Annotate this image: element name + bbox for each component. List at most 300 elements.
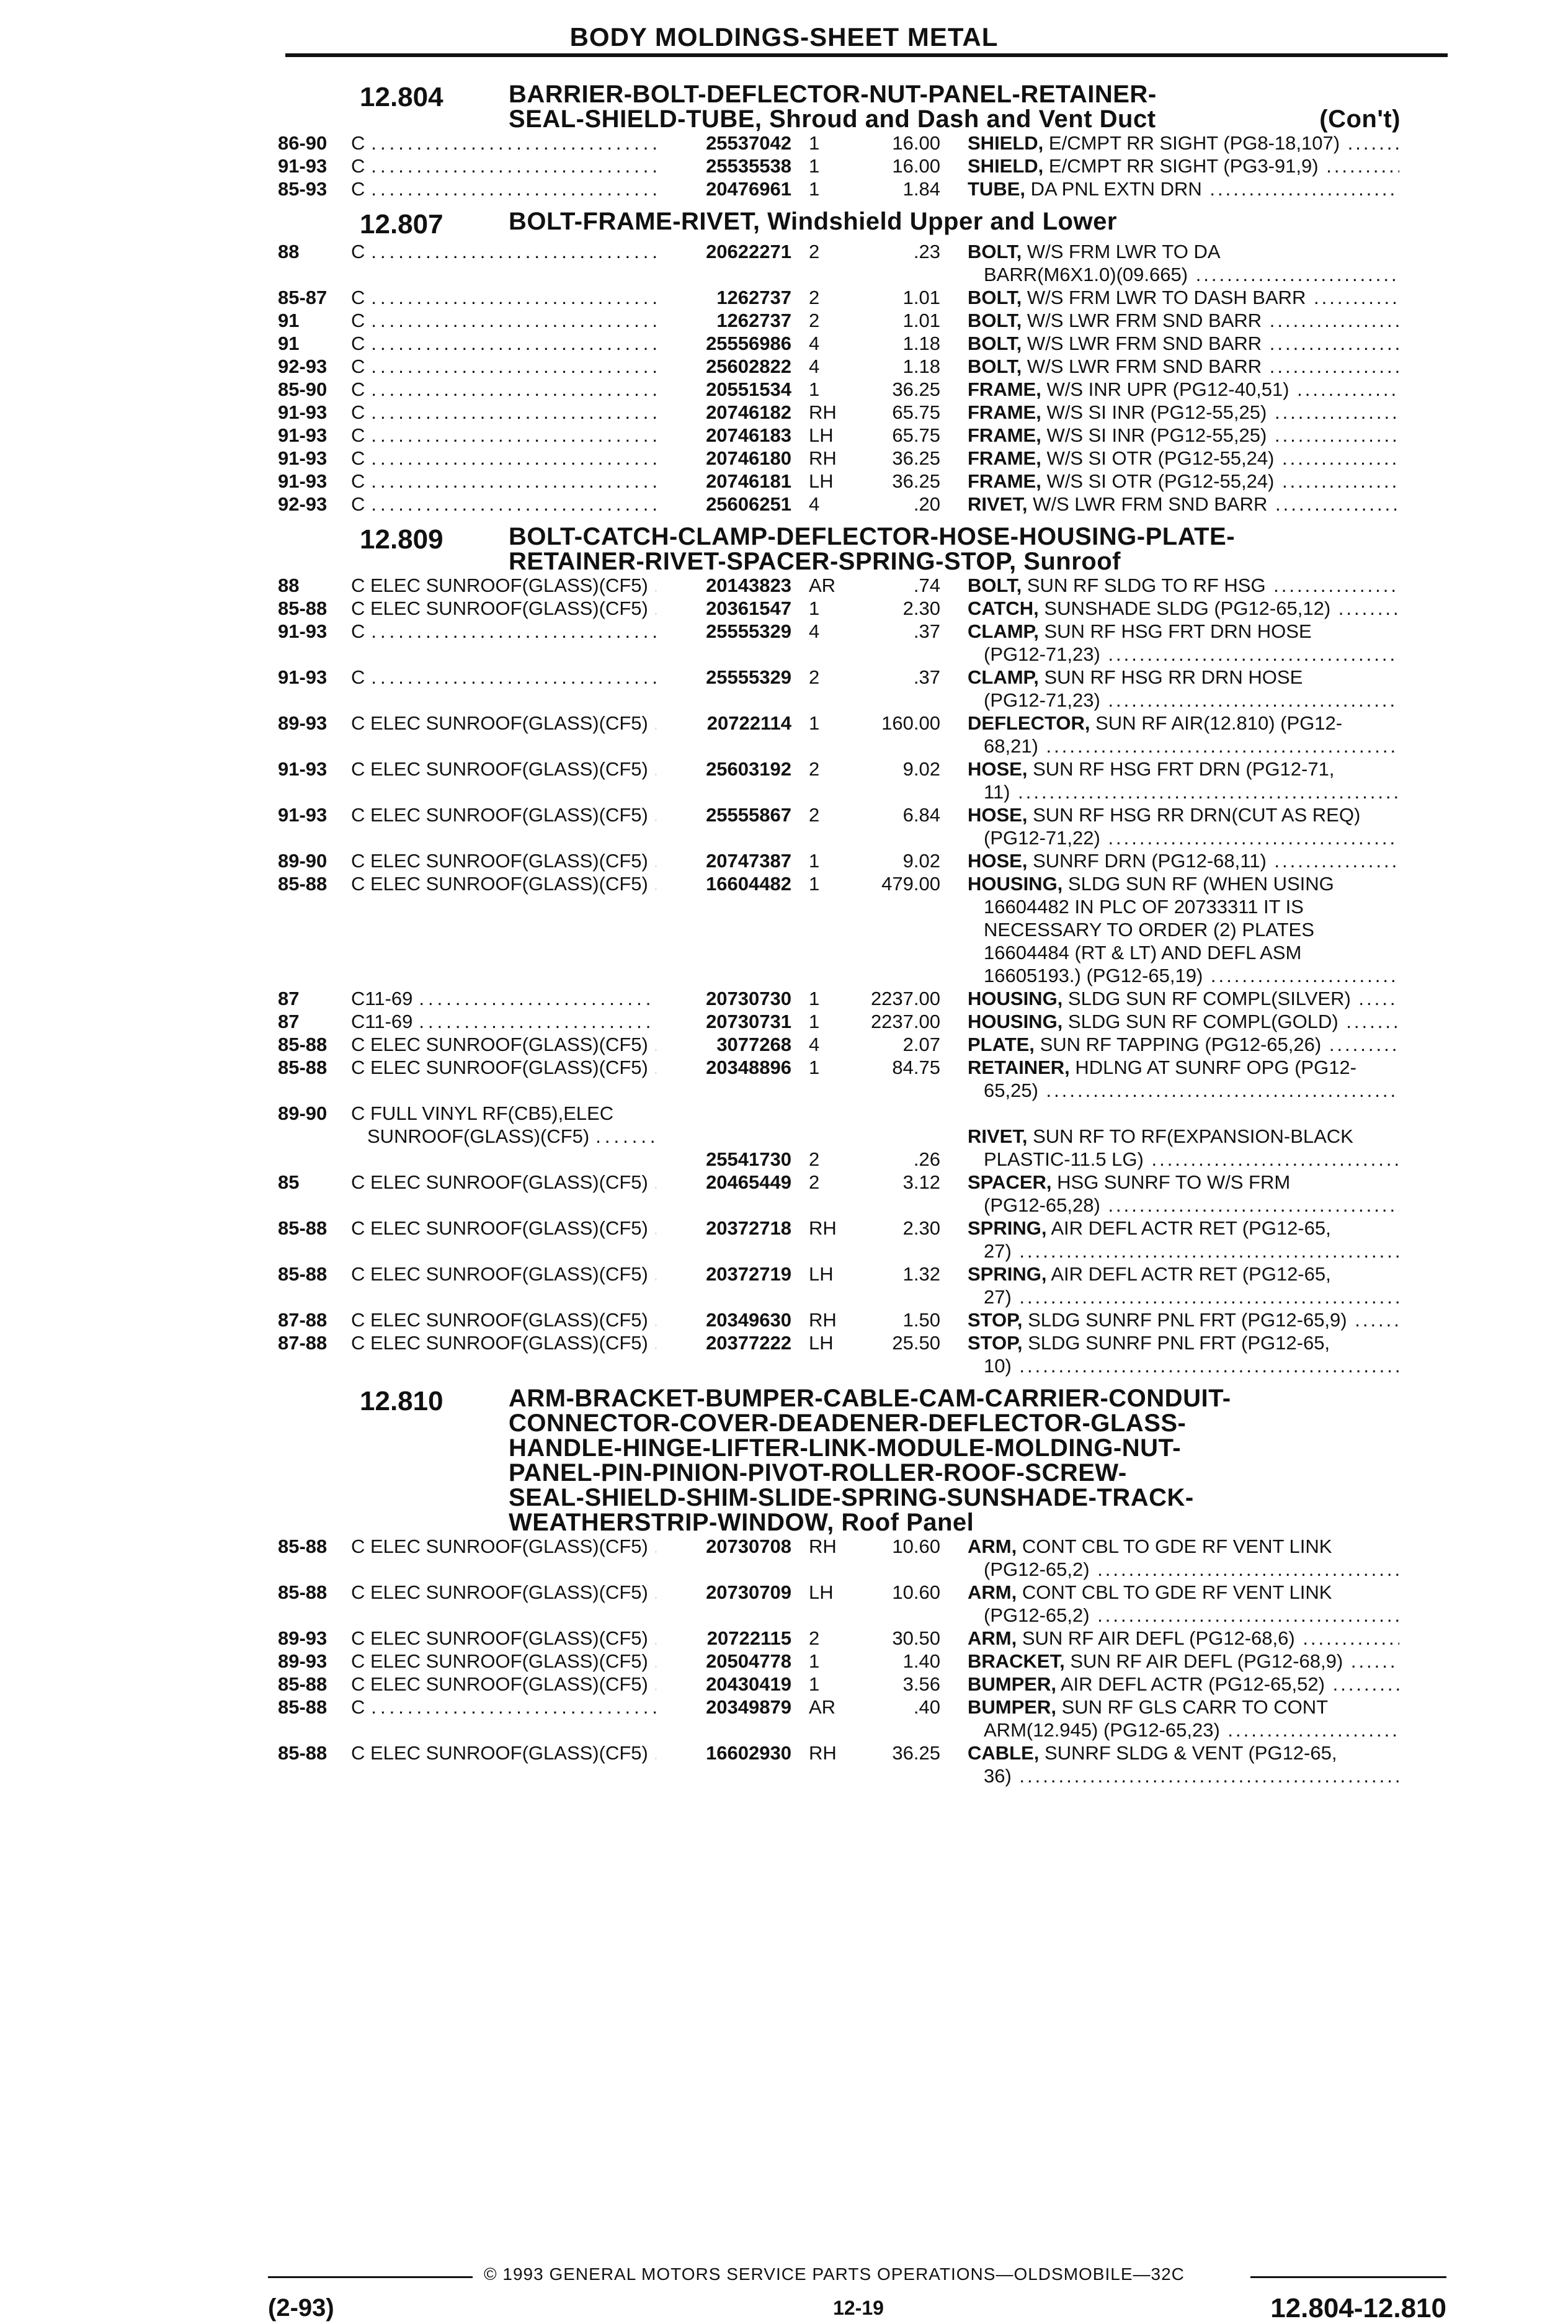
leader-dots [371,666,656,689]
model-years: 85-88 [278,1057,327,1078]
price: 1.01 [902,287,940,308]
description-text: ARM(12.945) (PG12-65,23) [984,1719,1220,1741]
model-years: 91-93 [278,620,327,642]
part-number: 16602930 [706,1742,791,1764]
price: 65.75 [892,424,940,446]
usage-text: C ELEC SUNROOF(GLASS)(CF5) [351,804,648,826]
price: 16.00 [892,155,940,177]
description-line [968,286,1399,309]
part-name: TUBE, [968,178,1025,200]
quantity: 1 [809,597,820,619]
usage [351,132,661,154]
price: 1.50 [902,1309,940,1331]
part-name: BOLT, [968,333,1022,354]
table-row [278,1263,1456,1308]
leader-dots [371,309,656,332]
quantity: 1 [809,988,820,1009]
description-text: SLDG SUNRF PNL FRT (PG12-65, [1028,1332,1330,1354]
usage-line [351,1308,661,1331]
usage [351,470,661,493]
section-title-line: CONNECTOR-COVER-DEADENER-DEFLECTOR-GLASS- [509,1410,1187,1437]
part-name: SHIELD, [968,132,1044,154]
leader-dots [654,712,656,735]
description-text: SUN RF HSG FRT DRN (PG12-71, [1033,758,1335,780]
part-name: CLAMP, [968,620,1039,642]
part-number: 25541730 [706,1148,791,1170]
part-name: SPACER, [968,1171,1052,1193]
model-years: 91-93 [278,804,327,826]
usage-line [351,666,661,689]
quantity: 2 [809,758,820,780]
part-number: 25537042 [706,132,791,154]
usage-line [351,132,661,154]
part-number: 20746181 [706,470,791,492]
description [953,597,1399,620]
usage [351,309,661,332]
leader-dots [419,1010,656,1033]
model-years: 88 [278,574,300,596]
leader-dots [371,424,656,447]
quantity: 4 [809,620,820,642]
table-row [278,493,1456,516]
description-text: 68,21) [984,735,1038,757]
description-text: W/S SI INR (PG12-55,25) [1046,401,1267,423]
table-row [278,1650,1456,1673]
usage [351,1696,661,1741]
section-title-line: SEAL-SHIELD-SHIM-SLIDE-SPRING-SUNSHADE-TRACK- [509,1484,1194,1511]
part-name: DEFLECTOR, [968,712,1090,734]
footer-rule-right [1250,2276,1446,2278]
usage-text: C [351,287,365,308]
description-line [968,689,1399,712]
description-text: AIR DEFL ACTR (PG12-65,52) [1060,1673,1325,1695]
quantity: 1 [809,178,820,200]
model-years: 91 [278,310,300,331]
usage [351,1010,661,1033]
usage-line [351,154,661,177]
part-name: RETAINER, [968,1057,1070,1078]
usage-line [351,987,661,1010]
description-text: 11) [984,781,1010,803]
table-row [278,1741,1456,1787]
section-title [509,524,1456,574]
part-name: ARM, [968,1535,1017,1557]
part-name: STOP, [968,1332,1023,1354]
price: .74 [913,574,940,596]
section-title-line: PANEL-PIN-PINION-PIVOT-ROLLER-ROOF-SCREW- [509,1459,1127,1486]
price: 1.18 [902,355,940,377]
part-name: HOSE, [968,758,1028,780]
part-name: BOLT, [968,241,1022,262]
description [953,803,1399,849]
part-name: RIVET, [968,493,1028,515]
description-line [968,826,1399,849]
usage [351,1741,661,1787]
part-number: 1262737 [716,310,791,331]
model-years: 85-93 [278,178,327,200]
description-line [968,309,1399,332]
description-text: W/S FRM LWR TO DA [1027,241,1221,262]
description-line [968,1194,1399,1217]
part-name: SHIELD, [968,155,1044,177]
table-row [278,1102,1456,1171]
description [953,240,1399,286]
description-text: BARR(M6X1.0)(09.665) [984,264,1188,285]
table-row [278,872,1456,987]
part-number: 20372719 [706,1263,791,1285]
leader-dots [371,447,656,470]
description-text: (PG12-71,23) [984,643,1100,665]
leader-dots [654,597,656,620]
part-name: BOLT, [968,355,1022,377]
usage [351,401,661,424]
usage-line [351,355,661,378]
quantity: 1 [809,873,820,895]
table-row [278,1535,1456,1581]
quantity: LH [809,1332,834,1354]
model-years: 87-88 [278,1309,327,1331]
part-name: STOP, [968,1309,1023,1331]
description [953,355,1399,378]
description-line [968,941,1399,964]
leader-dots [654,1581,656,1604]
quantity: LH [809,424,834,446]
model-years: 89-93 [278,1650,327,1672]
part-number: 20476961 [706,178,791,200]
leader-dots [654,1535,656,1558]
table-row [278,286,1456,309]
model-years: 89-93 [278,1627,327,1649]
table-row [278,132,1456,154]
description [953,309,1399,332]
description-text: W/S SI OTR (PG12-55,24) [1046,447,1275,469]
description-text: W/S LWR FRM SND BARR [1027,333,1262,354]
usage-line [351,424,661,447]
price: 9.02 [902,850,940,872]
usage [351,1171,661,1217]
table-row [278,355,1456,378]
quantity: RH [809,1217,837,1239]
description-text: W/S SI OTR (PG12-55,24) [1046,470,1275,492]
usage [351,987,661,1010]
usage [351,620,661,666]
quantity: 2 [809,287,820,308]
usage-line [351,712,661,735]
usage [351,177,661,200]
description-text: NECESSARY TO ORDER (2) PLATES [984,919,1314,941]
model-years: 85-88 [278,873,327,895]
description [953,712,1399,758]
description-line [968,355,1399,378]
usage-text: C [351,378,365,400]
quantity: RH [809,1309,837,1331]
description [953,1331,1399,1377]
usage-line [351,493,661,516]
part-number: 20430419 [706,1673,791,1695]
description-text: AIR DEFL ACTR RET (PG12-65, [1051,1217,1331,1239]
quantity: 2 [809,804,820,826]
leader-dots [654,1171,656,1194]
usage-text: C [351,178,365,200]
part-number: 25606251 [706,493,791,515]
usage-line [351,1331,661,1354]
price: 36.25 [892,1742,940,1764]
description-text: SUNSHADE SLDG (PG12-65,12) [1044,597,1331,619]
leader-dots [654,803,656,826]
description-text: W/S LWR FRM SND BARR [1027,310,1262,331]
part-name: FRAME, [968,447,1041,469]
usage [351,1263,661,1308]
section-number: 12.809 [360,524,443,555]
description-text: HDLNG AT SUNRF OPG (PG12- [1075,1057,1356,1078]
part-number: 20349630 [706,1309,791,1331]
description [953,758,1399,803]
usage-line [351,849,661,872]
part-name: BUMPER, [968,1696,1056,1718]
table-row [278,1696,1456,1741]
usage-line [351,1010,661,1033]
quantity: RH [809,1742,837,1764]
description-line [968,1033,1399,1056]
model-years: 92-93 [278,355,327,377]
usage-line [351,620,661,643]
description-text: CONT CBL TO GDE RF VENT LINK [1022,1581,1332,1603]
description-text: 27) [984,1240,1012,1262]
usage [351,154,661,177]
price: .20 [913,493,940,515]
description-text: SUN RF AIR(12.810) (PG12- [1095,712,1343,734]
description-line [968,1079,1399,1102]
description-text: W/S INR UPR (PG12-40,51) [1046,378,1290,400]
usage [351,1308,661,1331]
footer-date-code: (2-93) [268,2294,334,2322]
model-years: 91-93 [278,155,327,177]
usage-text: C [351,310,365,331]
usage-text: C ELEC SUNROOF(GLASS)(CF5) [351,1034,648,1055]
description-line [968,735,1399,758]
table-row [278,1033,1456,1056]
description-line [968,240,1399,263]
part-name: CLAMP, [968,666,1039,688]
model-years: 89-90 [278,850,327,872]
usage-text: C [351,493,365,515]
usage [351,378,661,401]
description [953,132,1399,154]
description-line [968,470,1399,493]
usage-text: C ELEC SUNROOF(GLASS)(CF5) [351,712,648,734]
usage [351,574,661,597]
section-title-line: HANDLE-HINGE-LIFTER-LINK-MODULE-MOLDING-NUT- [509,1434,1182,1462]
usage-text: C [351,447,365,469]
description-text: W/S LWR FRM SND BARR [1033,493,1268,515]
leader-dots [371,154,656,177]
description-text: 16604484 (RT & LT) AND DEFL ASM [984,942,1302,963]
usage [351,803,661,849]
quantity: 1 [809,378,820,400]
part-name: BOLT, [968,310,1022,331]
description-line [968,849,1399,872]
usage [351,849,661,872]
usage-line [351,1650,661,1673]
price: 1.32 [902,1263,940,1285]
description-text: SLDG SUNRF PNL FRT (PG12-65,9) [1028,1309,1347,1331]
price: 479.00 [881,873,940,895]
usage-line [351,758,661,780]
header-rule [285,53,1448,57]
quantity: 1 [809,1057,820,1078]
usage-text: C ELEC SUNROOF(GLASS)(CF5) [351,574,648,596]
description [953,1696,1399,1741]
part-number: 20372718 [706,1217,791,1239]
continued-label: (Con't) [1319,105,1401,133]
part-number: 20730709 [706,1581,791,1603]
usage-text: C [351,666,365,688]
model-years: 91-93 [278,470,327,492]
description-line [968,447,1399,470]
leader-dots [371,286,656,309]
description-text: SUN RF TAPPING (PG12-65,26) [1040,1034,1322,1055]
part-number: 20722115 [706,1627,791,1649]
table-row [278,574,1456,597]
table-row [278,1627,1456,1650]
part-number: 20730731 [706,1011,791,1032]
description-line [968,132,1399,154]
usage [351,355,661,378]
footer-page-number: 12-19 [833,2297,884,2319]
description-line [968,1581,1399,1604]
leader-dots [654,758,656,780]
part-number: 20377222 [706,1332,791,1354]
table-row [278,1581,1456,1627]
description-line [968,1331,1399,1354]
description-text: SUNRF SLDG & VENT (PG12-65, [1045,1742,1337,1764]
description-text: SUN RF GLS CARR TO CONT [1061,1696,1329,1718]
description [953,1308,1399,1331]
description-line [968,918,1399,941]
part-number: 20746182 [706,401,791,423]
price: .40 [913,1696,940,1718]
usage [351,872,661,987]
usage-text: C [351,241,365,262]
quantity: AR [809,1696,836,1718]
leader-dots [654,574,656,597]
usage-text: C FULL VINYL RF(CB5),ELEC [351,1102,614,1124]
usage-line [351,332,661,355]
description-line [968,1125,1399,1148]
description-line [968,1696,1399,1718]
part-number: 3077268 [716,1034,791,1055]
quantity: 2 [809,241,820,262]
usage-text: C ELEC SUNROOF(GLASS)(CF5) [351,1309,648,1331]
price: 1.18 [902,333,940,354]
description-text: 16604482 IN PLC OF 20733311 IT IS [984,896,1304,918]
part-name: SPRING, [968,1217,1047,1239]
part-name: ARM, [968,1581,1017,1603]
description-line [968,643,1399,666]
usage [351,332,661,355]
usage [351,493,661,516]
table-row [278,597,1456,620]
price: 2237.00 [870,1011,940,1032]
model-years: 85-88 [278,1673,327,1695]
quantity: 1 [809,1673,820,1695]
leader-dots [654,1033,656,1056]
table-row [278,447,1456,470]
quantity: 1 [809,1011,820,1032]
model-years: 86-90 [278,132,327,154]
part-name: BRACKET, [968,1650,1065,1672]
section-title-line: BOLT-FRAME-RIVET, Windshield Upper and Lower [509,208,1117,235]
price: 36.25 [892,447,940,469]
table-row [278,309,1456,332]
description [953,1171,1399,1217]
usage-text: C ELEC SUNROOF(GLASS)(CF5) [351,758,648,780]
part-number: 20746183 [706,424,791,446]
description-line [968,1741,1399,1764]
usage [351,1033,661,1056]
price: .26 [913,1148,940,1170]
leader-dots [371,332,656,355]
description-line [968,1604,1399,1627]
description-line [968,620,1399,643]
usage-text: C ELEC SUNROOF(GLASS)(CF5) [351,1171,648,1193]
quantity: 4 [809,493,820,515]
usage-line [351,1535,661,1558]
quantity: 2 [809,666,820,688]
description [953,574,1399,597]
description-line [968,803,1399,826]
section-title [509,1386,1456,1535]
part-name: BUMPER, [968,1673,1056,1695]
part-number: 25555329 [706,666,791,688]
description-line [968,263,1399,286]
model-years: 87 [278,1011,300,1032]
part-number: 25535538 [706,155,791,177]
quantity: 1 [809,132,820,154]
description-line [968,1056,1399,1079]
usage-line [351,1741,661,1764]
table-row [278,712,1456,758]
section-title-line: WEATHERSTRIP-WINDOW, Roof Panel [509,1509,974,1536]
model-years: 88 [278,241,300,262]
table-row [278,758,1456,803]
table-row [278,1673,1456,1696]
price: .37 [913,620,940,642]
description-line [968,1718,1399,1741]
description [953,620,1399,666]
description [953,666,1399,712]
part-number: 25603192 [706,758,791,780]
description-line [968,424,1399,447]
usage-text: C [351,470,365,492]
section-number: 12.807 [360,209,443,239]
description-line [968,666,1399,689]
page-title: BODY MOLDINGS-SHEET METAL [569,22,999,51]
description-text: SUN RF AIR DEFL (PG12-68,9) [1070,1650,1343,1672]
part-number: 25602822 [706,355,791,377]
table-row [278,401,1456,424]
price: 3.56 [902,1673,940,1695]
usage-line [351,597,661,620]
description-line [968,574,1399,597]
model-years: 85-87 [278,287,327,308]
description-line [968,872,1399,895]
usage-line [351,1056,661,1079]
quantity: LH [809,1263,834,1285]
part-name: HOUSING, [968,873,1063,895]
table-row [278,470,1456,493]
description-text: DA PNL EXTN DRN [1030,178,1202,200]
